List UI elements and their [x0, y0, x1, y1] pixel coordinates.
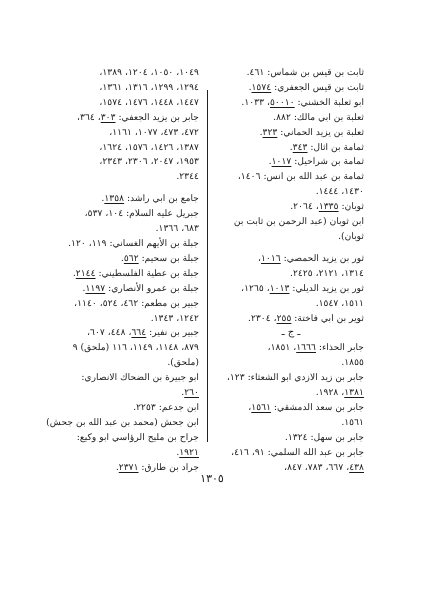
index-entry-line [69, 267, 199, 282]
entry-text: ، ٦٦٧، ٧٨٣، ٨٤٧، [284, 461, 350, 473]
index-entry-line [69, 96, 199, 111]
entry-text: ١٥٦١. [341, 416, 364, 428]
entry-text: . [289, 141, 293, 153]
entry-text: ، ٢٣٠٤. [248, 312, 277, 324]
entry-text: ١٩٥٣، ٢٠٤٧، ٢٣٠٦، ٢٣٤٣، [99, 156, 199, 168]
index-entry-line [218, 111, 364, 126]
entry-text: ، ١٢٦٥، [241, 282, 270, 294]
entry-text: . [72, 267, 76, 279]
index-entry-line [69, 192, 199, 207]
entry-text: ٦٨٣، ١٣٦٦. [155, 223, 199, 235]
main-reference: ١٠١٣ [269, 282, 290, 294]
entry-text: جبير بن نفير: [146, 327, 199, 339]
entry-text: ١٢٤٢، ١٣٤٣. [150, 312, 199, 324]
index-entry-line [218, 141, 364, 156]
spacer [69, 185, 199, 192]
index-entry-line [69, 341, 199, 356]
index-entry-line [69, 401, 199, 416]
index-entry-line [46, 416, 199, 431]
index-entry-line [69, 141, 199, 156]
entry-text: ثوبان: [338, 201, 364, 213]
entry-text: ١٢٩٤، ١٢٩٩، ١٣١٦، ١٣٦١، [99, 81, 199, 93]
main-reference: ٢١٤٤ [75, 267, 96, 279]
entry-text: جراح بن مليح الرؤاسي ابو وكيع: [76, 431, 199, 443]
index-entry-line [69, 237, 199, 252]
index-entry-line [218, 96, 364, 111]
main-reference: ١١٩٧ [85, 282, 106, 294]
entry-text: . [259, 126, 263, 138]
index-entry-line [218, 282, 364, 297]
entry-text: . [268, 156, 272, 168]
index-entry-line [218, 252, 364, 267]
entry-text: ٨٧٩، ١١٤٨، ١١٤٩، ١١٦ (ملحق) ٩ [72, 342, 199, 354]
entry-text: . [101, 193, 105, 205]
main-reference: ٣٢٣ [262, 126, 278, 138]
entry-text: ١٥١١، ١٥٤٧. [315, 297, 364, 309]
main-reference: ١٠١٧ [271, 156, 292, 168]
entry-text: جبلة بن عطية الفلسطيني: [95, 267, 199, 279]
main-reference: ٢٣٧١ [118, 461, 139, 473]
entry-text: ، [248, 401, 252, 413]
index-entry-line [218, 215, 364, 230]
entry-text: . [248, 81, 252, 93]
index-entry-line [69, 170, 199, 185]
entry-text: جابر الحذاء: [315, 342, 364, 354]
main-reference: ٥٦٢ [123, 252, 139, 264]
index-column-right [218, 66, 364, 473]
entry-text: . [115, 461, 119, 473]
entry-text: ١٣٨٧، ١٤٢٦، ١٥٧٦، ١٦٢٤، [99, 141, 199, 153]
column-divider [207, 90, 208, 442]
entry-text: ثابت بن قيس بن شماس: ٤٦١. [246, 67, 364, 78]
index-entry-line [218, 401, 364, 416]
main-reference: ١٥٦١ [251, 401, 272, 413]
index-entry-line [69, 386, 199, 401]
entry-text: ، ٢٠٦٤. [290, 201, 319, 213]
spacer [218, 245, 364, 252]
index-entry-line [218, 297, 364, 312]
entry-text: ، ١٨٥١، [267, 342, 297, 354]
main-reference: ١٣٥٨ [104, 193, 125, 205]
entry-text: ٢٣٤٤. [176, 171, 199, 183]
index-entry-line [69, 81, 199, 96]
index-entry-line [218, 431, 364, 446]
main-reference: ٣٠٣ [100, 111, 116, 123]
index-entry-line [69, 252, 199, 267]
main-reference: ٢٦٠ [184, 387, 199, 399]
main-reference: ١٦٦٦ [296, 342, 316, 354]
entry-text: ثابت بن قيس الجعفري: [271, 81, 364, 93]
entry-text: ثعلبة بن يزيد الحماني: [277, 126, 364, 138]
main-reference: ١٣٨١ [344, 387, 364, 399]
index-entry-line [69, 312, 199, 327]
index-entry-line [218, 230, 364, 245]
main-reference: ٣٤٣ [292, 141, 308, 153]
entry-text: ابن جحش (محمد بن عبد الله بن جحش) [46, 416, 199, 428]
entry-text: ، ١٩٢٨. [315, 387, 345, 399]
entry-text: ابو ثعلبة الخشني: [294, 96, 364, 108]
entry-text: جابر بن زيد الازدي ابو الشعثاء: ١٢٣، [226, 372, 364, 384]
entry-text: ، [257, 252, 261, 264]
entry-text: ثمامة بن شراحيل: [291, 156, 364, 168]
entry-text: ابن جدعم: ٢٢٥٣. [133, 401, 199, 413]
index-entry-line [69, 356, 199, 371]
index-entry-line [218, 155, 364, 170]
entry-text: . [82, 282, 86, 294]
entry-text: ثوير بن ابي فاختة: [291, 312, 364, 324]
entry-text: . [181, 387, 185, 399]
index-entry-line [218, 200, 364, 215]
entry-text: جبريل عليه السلام: ١٠٤، ٥٣٧، [84, 208, 199, 220]
index-entry-line [218, 371, 364, 386]
index-entry-line [218, 81, 364, 96]
entry-text: ، ١٠٣٣. [241, 96, 270, 108]
entry-text: ابن ثوبان (عبد الرحمن بن ثابت بن [233, 216, 364, 228]
entry-text: جابر بن سعد الدمشقي: [271, 401, 364, 413]
index-entry-line [218, 126, 364, 141]
main-reference: ٢٥٥ [276, 312, 292, 324]
entry-text: جراد بن طارق: [138, 461, 199, 473]
main-reference: ١٥٧٤ [251, 81, 272, 93]
entry-text: ١٣١٤، ٢١٢١، ٢٤٢٥. [290, 267, 364, 279]
section-letter: ـ ج ـ [281, 327, 301, 339]
main-reference: ٥٠٠١٠ [269, 96, 295, 108]
entry-text: . [120, 252, 124, 264]
main-reference: ١٣٣٥ [318, 201, 339, 213]
page-number: ١٣٠٥ [200, 472, 224, 485]
index-entry-line [69, 297, 199, 312]
index-entry-line [69, 222, 199, 237]
entry-text: . [176, 446, 180, 458]
index-entry-line [69, 66, 199, 81]
index-entry-line [218, 446, 364, 461]
entry-text: (ملحق). [167, 357, 199, 369]
entry-text: جبير بن مطعم: ٤٦٢، ٥٢٤، ١١٤٠، [74, 297, 199, 309]
index-entry-line [69, 446, 199, 461]
entry-text: جابر بن يزيد الجعفي: [115, 111, 199, 123]
index-entry-line [218, 66, 364, 81]
entry-text: ١٨٥٥. [341, 357, 364, 369]
entry-text: ٤٧٢، ٤٧٣، ١٠٧٧، ١١٦١، [109, 126, 199, 138]
entry-text: جبلة بن عمرو الأنصاري: [105, 282, 199, 294]
index-entry-line [69, 155, 199, 170]
index-entry-line [69, 282, 199, 297]
entry-text: جبلة بن الأيهم الغساني: ١١٩، ١٢٠. [68, 237, 199, 249]
index-entry-line [69, 431, 199, 446]
index-entry-line [69, 207, 199, 222]
entry-text: ثور بن يزيد الديلي: [289, 282, 364, 294]
index-entry-line [218, 185, 364, 200]
index-entry-line [218, 416, 364, 431]
entry-text: ، ٣٦٤، [77, 111, 101, 123]
entry-text: جابر بن سهل: ١٣٢٤. [284, 431, 364, 443]
index-entry-line [69, 371, 199, 386]
entry-text: ثوبان). [338, 230, 364, 242]
entry-text: ابو جبيرة بن الضحاك الانصاري: [81, 372, 199, 384]
index-entry-line [218, 267, 364, 282]
index-entry-line [69, 126, 199, 141]
entry-text: جابر بن عبد الله السلمي: ٩١، ٤١٦، [231, 446, 364, 458]
main-reference: ١٠١٦ [260, 252, 281, 264]
main-reference: ٤٣٨ [349, 461, 364, 473]
entry-text: ثعلبة بن ابي مالك: ٨٨٢. [273, 111, 364, 123]
index-entry-line [218, 170, 364, 185]
entry-text: ثمامة بن اثال: [307, 141, 364, 153]
entry-text: ، ٤٤٨، ٦٠٧، [87, 327, 132, 339]
index-entry-line [218, 341, 364, 356]
entry-text: ١٤٣٠، ١٤٤٤. [315, 186, 364, 198]
index-entry-line [218, 356, 364, 371]
entry-text: ثمامة بن عبد الله بن انس: ١٤٠٦، [237, 171, 364, 183]
main-reference: ٦٦٤ [131, 327, 147, 339]
entry-text: جبلة بن سحيم: [138, 252, 199, 264]
index-entry-line [218, 386, 364, 401]
entry-text: ثور بن يزيد الحمصي: [280, 252, 364, 264]
entry-text: جامع بن ابي راشد: [124, 193, 199, 205]
index-entry-line [69, 111, 199, 126]
entry-text: ١٤٤٧، ١٤٤٨، ١٤٧٦، ١٥٧٤، [99, 96, 199, 108]
index-column-left [46, 66, 199, 473]
index-entry-line [69, 326, 199, 341]
main-reference: ١٩٢١ [179, 446, 199, 458]
index-entry-line [218, 312, 364, 327]
entry-text: ١٠٤٩، ١٠٥٠، ١٢٠٤، ١٣٨٩، [99, 67, 199, 78]
